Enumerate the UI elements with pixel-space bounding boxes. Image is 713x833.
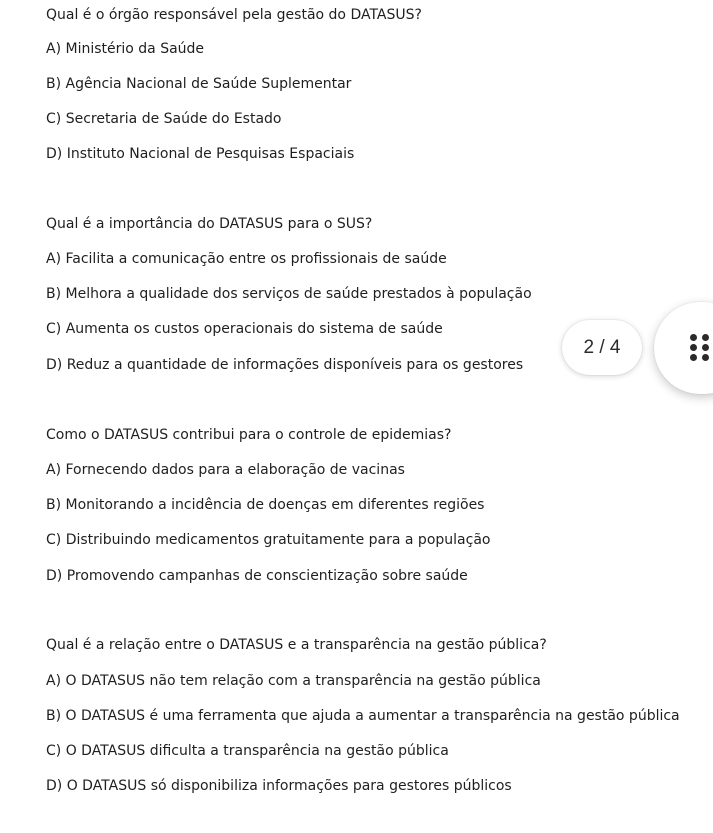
question-3-option-a: A) Fornecendo dados para a elaboração de vacinas xyxy=(46,462,405,478)
question-3-option-d: D) Promovendo campanhas de conscientização sobre saúde xyxy=(46,568,468,584)
question-4-option-a: A) O DATASUS não tem relação com a transparência na gestão pública xyxy=(46,673,541,689)
question-2-text: Qual é a importância do DATASUS para o SUS? xyxy=(46,216,373,232)
grid-menu-button[interactable] xyxy=(654,302,713,394)
page-indicator-label: 2 / 4 xyxy=(583,336,621,358)
question-4-option-b: B) O DATASUS é uma ferramenta que ajuda a aumentar a transparência na gestão pública xyxy=(46,708,680,724)
question-4-option-d: D) O DATASUS só disponibiliza informações para gestores públicos xyxy=(46,778,512,794)
question-1-text: Qual é o órgão responsável pela gestão do DATASUS? xyxy=(46,7,422,23)
question-1-option-a: A) Ministério da Saúde xyxy=(46,41,205,57)
question-2-option-d: D) Reduz a quantidade de informações disponíveis para os gestores xyxy=(46,357,524,373)
question-1-option-b: B) Agência Nacional de Saúde Suplementar xyxy=(46,76,352,92)
question-2-option-c: C) Aumenta os custos operacionais do sistema de saúde xyxy=(46,321,443,337)
question-2-option-a: A) Facilita a comunicação entre os profissionais de saúde xyxy=(46,251,447,267)
question-4-option-c: C) O DATASUS dificulta a transparência na gestão pública xyxy=(46,743,449,759)
question-3-option-b: B) Monitorando a incidência de doenças em diferentes regiões xyxy=(46,497,485,513)
question-2-option-b: B) Melhora a qualidade dos serviços de saúde prestados à população xyxy=(46,286,532,302)
question-4-text: Qual é a relação entre o DATASUS e a transparência na gestão pública? xyxy=(46,637,547,653)
question-3-text: Como o DATASUS contribui para o controle de epidemias? xyxy=(46,427,452,443)
question-1-option-c: C) Secretaria de Saúde do Estado xyxy=(46,111,282,127)
grid-dots-icon xyxy=(690,334,710,360)
question-3-option-c: C) Distribuindo medicamentos gratuitamente para a população xyxy=(46,532,491,548)
page-indicator xyxy=(562,320,642,375)
question-1-option-d: D) Instituto Nacional de Pesquisas Espaciais xyxy=(46,146,355,162)
